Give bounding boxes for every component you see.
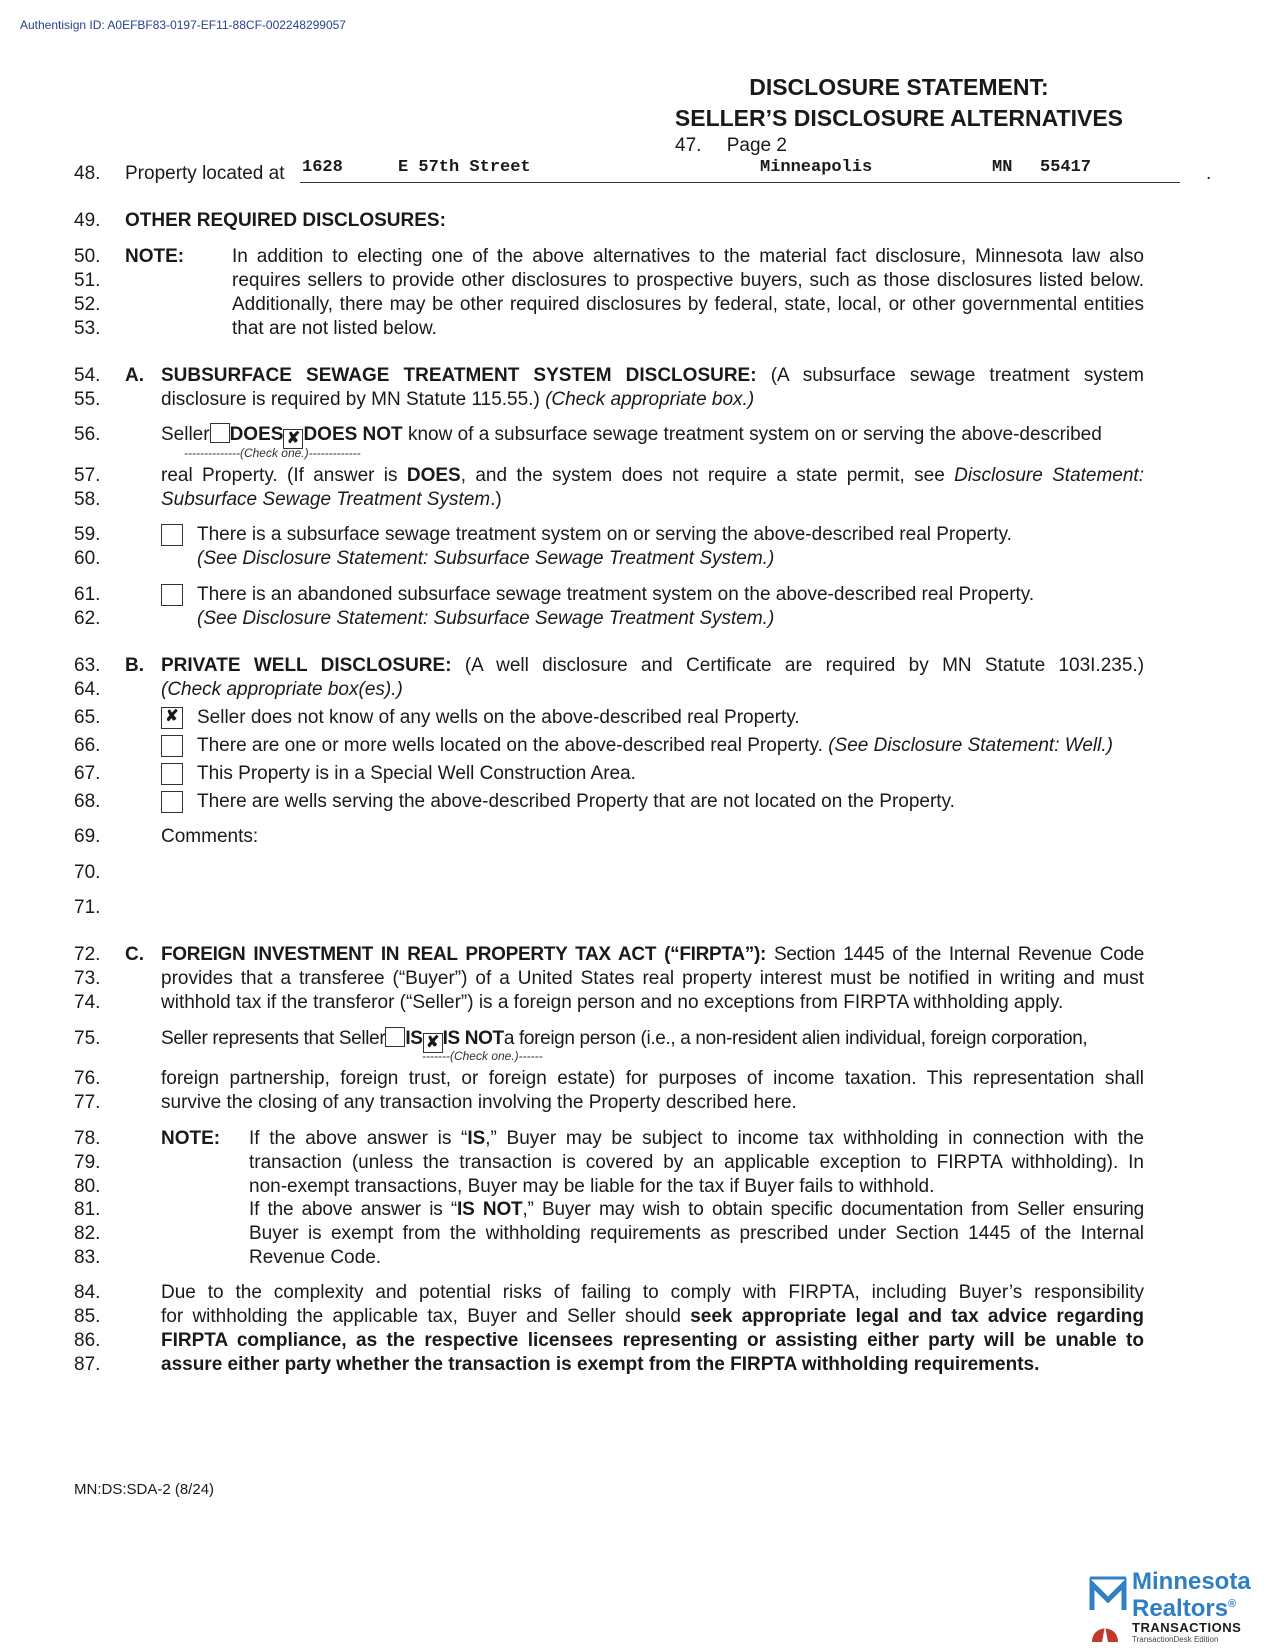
line-number: 50. <box>74 246 101 267</box>
sewage-choice-text: know of a subsurface sewage treatment system on or serving the above-described <box>407 424 1102 445</box>
text: , and the system does not require a state permit, see <box>460 465 945 486</box>
section-letter: B. <box>125 655 144 676</box>
line-number: 66. <box>74 735 101 756</box>
firpta-note-text: Revenue Code. <box>249 1247 382 1268</box>
well-option-1-label: Seller does not know of any wells on the above-described real Property. <box>197 707 800 728</box>
section-a-heading: SUBSURFACE SEWAGE TREATMENT SYSTEM DISCLOSURE: <box>161 365 757 386</box>
line-number: 49. <box>74 210 101 231</box>
note-row <box>74 245 1204 269</box>
line-number: 87. <box>74 1354 101 1375</box>
check-instruction: (Check appropriate box(es).) <box>161 679 403 700</box>
line-number: 77. <box>74 1092 101 1113</box>
advice-emphasis: seek appropriate legal and tax advice regarding <box>690 1306 1144 1327</box>
logo-edition: TransactionDesk Edition <box>1132 1635 1219 1644</box>
logo-realtors <box>1132 1592 1236 1621</box>
is-checkbox[interactable] <box>385 1027 405 1047</box>
property-address-field[interactable] <box>300 156 1180 183</box>
comments-row[interactable] <box>74 896 1204 920</box>
text: ,” Buyer may wish to obtain specific documentation from Seller ensuring <box>522 1199 1144 1220</box>
state: MN <box>992 158 1013 177</box>
section-a-text <box>161 464 1144 488</box>
well-option-3-checkbox[interactable] <box>161 763 183 785</box>
section-a-intro: (A subsurface sewage treatment system <box>770 365 1144 386</box>
line-number: 51. <box>74 270 101 291</box>
line-number: 55. <box>74 389 101 410</box>
firpta-note-text: transaction (unless the transaction is covered by an applicable exception to FIRPTA withholding). In <box>249 1152 1144 1173</box>
well-option-3-label: This Property is in a Special Well Construction Area. <box>197 763 636 784</box>
line-number: 84. <box>74 1282 101 1303</box>
logo-mark-icon <box>1088 1574 1128 1614</box>
firpta-note-row <box>74 1222 1204 1246</box>
sewage-option-2 <box>74 583 1204 607</box>
page-label: Page 2 <box>726 135 787 156</box>
property-label: Property located at <box>125 163 285 184</box>
firpta-note-text: Buyer is exempt from the withholding requirements as prescribed under Section 1445 of the Internal <box>249 1223 1144 1244</box>
well-option-4-label: There are wells serving the above-described Property that are not located on the Property. <box>197 791 955 812</box>
is-not-checkbox[interactable]: ✘ <box>423 1033 443 1053</box>
section-a-text <box>161 388 754 412</box>
page-number <box>675 135 787 157</box>
zip: 55417 <box>1040 158 1092 177</box>
sewage-choice-row <box>74 423 1204 447</box>
note-row <box>74 293 1204 317</box>
line-number: 82. <box>74 1223 101 1244</box>
line-number: 80. <box>74 1176 101 1197</box>
check-one-hint: --------------(Check one.)------------- <box>184 446 361 460</box>
comments-row <box>74 825 1204 849</box>
line-number: 73. <box>74 968 101 989</box>
firpta-advice-row <box>74 1281 1204 1305</box>
well-option-2-checkbox[interactable] <box>161 735 183 757</box>
firpta-choice <box>161 1027 1087 1053</box>
well-option-4-checkbox[interactable] <box>161 791 183 813</box>
firpta-note-row <box>74 1151 1204 1175</box>
line-number: 76. <box>74 1068 101 1089</box>
well-option-3 <box>74 762 1204 786</box>
line-number: 72. <box>74 944 101 965</box>
title-line-2: SELLER’S DISCLOSURE ALTERNATIVES <box>674 105 1123 131</box>
line-number: 56. <box>74 424 101 445</box>
well-reference: (See Disclosure Statement: Well.) <box>828 735 1113 756</box>
note-text: Additionally, there may be other required disclosures by federal, state, local, or other governmental entities <box>232 294 1144 315</box>
line-number: 61. <box>74 584 101 605</box>
line-number: 53. <box>74 318 101 339</box>
text: ,” Buyer may be subject to income tax withholding in connection with the <box>485 1128 1144 1149</box>
text: .) <box>490 489 502 510</box>
seller-label: Seller <box>161 424 210 445</box>
sewage-option-2-checkbox[interactable] <box>161 584 183 606</box>
sewage-option-2-note-row <box>74 607 1204 631</box>
does-emphasis: DOES <box>406 465 461 486</box>
check-instruction: (Check appropriate box.) <box>545 389 755 410</box>
statute-text: disclosure is required by MN Statute 115.55.) <box>161 389 540 410</box>
well-option-1 <box>74 706 1204 730</box>
text: If the above answer is “ <box>249 1199 458 1220</box>
section-b-intro: (A well disclosure and Certificate are required by MN Statute 103I.235.) <box>464 655 1145 676</box>
line-number: 78. <box>74 1128 101 1149</box>
sewage-option-1-note-row <box>74 547 1204 571</box>
line-number: 69. <box>74 826 101 847</box>
line-number: 58. <box>74 489 101 510</box>
firpta-advice-row <box>74 1353 1204 1377</box>
transactions-mark-icon <box>1090 1616 1120 1642</box>
line-number: 60. <box>74 548 101 569</box>
well-option-4 <box>74 790 1204 814</box>
line-number: 79. <box>74 1152 101 1173</box>
other-disclosures-heading-row <box>74 209 1204 233</box>
section-a-text <box>161 488 502 512</box>
line-number: 68. <box>74 791 101 812</box>
line-number: 85. <box>74 1306 101 1327</box>
well-option-2-label <box>197 734 1113 758</box>
firpta-note-row <box>74 1246 1204 1270</box>
firpta-choice-row <box>74 1027 1204 1051</box>
section-b-row <box>74 678 1204 702</box>
firpta-advice-row <box>74 1305 1204 1329</box>
line-number: 52. <box>74 294 101 315</box>
firpta-note-row <box>74 1127 1204 1151</box>
section-c-row <box>74 1091 1204 1115</box>
city: Minneapolis <box>760 158 873 177</box>
line-number: 62. <box>74 608 101 629</box>
line-number: 86. <box>74 1330 101 1351</box>
line-number: 70. <box>74 862 101 883</box>
is-emphasis: IS <box>467 1128 486 1149</box>
text: real Property. (If answer is <box>161 465 398 486</box>
is-not-emphasis: IS NOT <box>457 1199 523 1220</box>
note-label: NOTE: <box>125 246 185 267</box>
is-not-label: IS NOT <box>442 1028 504 1049</box>
registered-mark: ® <box>1228 1598 1237 1610</box>
section-c-text: provides that a transferee (“Buyer”) of a United States real property interest must be notified in writing and must <box>161 968 1144 989</box>
note-row <box>74 317 1204 341</box>
text: If the above answer is “ <box>249 1128 468 1149</box>
line-number: 83. <box>74 1247 101 1268</box>
section-c-text <box>161 943 1144 967</box>
section-a-row <box>74 364 1204 388</box>
note-text: In addition to electing one of the above alternatives to the material fact disclosure, Minnesota law also <box>232 246 1144 267</box>
firpta-note-row <box>74 1175 1204 1199</box>
section-a-text <box>161 364 1144 388</box>
line-number: 64. <box>74 679 101 700</box>
line-number: 57. <box>74 465 101 486</box>
firpta-advice-text: Due to the complexity and potential risks of failing to comply with FIRPTA, including Buyer’s responsibility <box>161 1282 1144 1303</box>
section-c-text: withhold tax if the transferor (“Seller”) is a foreign person and no exceptions from FIRPTA withholding apply. <box>161 992 1064 1013</box>
section-a-row <box>74 464 1204 488</box>
well-option-2 <box>74 734 1204 758</box>
section-c-intro: Section 1445 of the Internal Revenue Code <box>773 944 1145 965</box>
logo-transactions: TRANSACTIONS <box>1132 1620 1242 1635</box>
title-line-1: DISCLOSURE STATEMENT: <box>749 74 1049 100</box>
section-b-row <box>74 654 1204 678</box>
line-number: 63. <box>74 655 101 676</box>
line-number: 75. <box>74 1028 101 1049</box>
comments-row[interactable] <box>74 861 1204 885</box>
note-text: requires sellers to provide other disclosures to prospective buyers, such as those disclosures listed below. <box>232 270 1144 291</box>
section-c-row <box>74 991 1204 1015</box>
firpta-advice-row <box>74 1329 1204 1353</box>
logo-realtors-text: Realtors <box>1132 1595 1229 1622</box>
line-number: 67. <box>74 763 101 784</box>
sewage-option-2-label: There is an abandoned subsurface sewage treatment system on the above-described real Property. <box>197 584 1035 605</box>
firpta-choice-text: a foreign person (i.e., a non-resident alien individual, foreign corporation, <box>503 1028 1088 1049</box>
minnesota-realtors-logo <box>1088 1570 1260 1642</box>
comments-label: Comments: <box>161 826 259 847</box>
reference: Subsurface Sewage Treatment System <box>161 489 491 510</box>
check-one-hint: -------(Check one.)------ <box>422 1049 543 1063</box>
form-code: MN:DS:SDA-2 (8/24) <box>74 1481 215 1498</box>
sewage-option-1 <box>74 523 1204 547</box>
section-a-row <box>74 388 1204 412</box>
well-option-1-checkbox[interactable]: ✘ <box>161 707 183 729</box>
sewage-option-2-note: (See Disclosure Statement: Subsurface Sewage Treatment System.) <box>197 608 775 629</box>
note-label: NOTE: <box>161 1128 221 1149</box>
does-not-label: DOES NOT <box>303 424 403 445</box>
does-checkbox[interactable] <box>210 423 230 443</box>
text: There are one or more wells located on the above-described real Property. <box>197 735 823 756</box>
period: . <box>1206 163 1212 184</box>
line-number: 47. <box>675 135 702 156</box>
firpta-note-text: non-exempt transactions, Buyer may be liable for the tax if Buyer fails to withhold. <box>249 1176 935 1197</box>
sewage-option-1-label: There is a subsurface sewage treatment system on or serving the above-described real Property. <box>197 524 1012 545</box>
section-letter: C. <box>125 944 144 965</box>
street-number: 1628 <box>302 158 343 177</box>
logo-minnesota: Minnesota <box>1132 1568 1251 1595</box>
property-row <box>74 158 1212 186</box>
does-not-checkbox[interactable]: ✘ <box>283 429 303 449</box>
line-number: 74. <box>74 992 101 1013</box>
section-letter: A. <box>125 365 144 386</box>
text: for withholding the applicable tax, Buyer and Seller should <box>161 1306 681 1327</box>
line-number: 65. <box>74 707 101 728</box>
line-number: 48. <box>74 163 101 184</box>
does-label: DOES <box>229 424 284 445</box>
other-disclosures-heading: OTHER REQUIRED DISCLOSURES: <box>125 210 446 231</box>
firpta-advice-text <box>161 1305 1144 1329</box>
note-text: that are not listed below. <box>232 318 437 339</box>
section-b-text <box>161 654 1144 678</box>
section-b-heading: PRIVATE WELL DISCLOSURE: <box>161 655 452 676</box>
section-c-row <box>74 943 1204 967</box>
reference: Disclosure Statement: <box>954 465 1144 486</box>
section-c-row <box>74 1067 1204 1091</box>
is-label: IS <box>405 1028 423 1049</box>
line-number: 54. <box>74 365 101 386</box>
line-number: 71. <box>74 897 101 918</box>
firpta-note-row <box>74 1198 1204 1222</box>
firpta-note-text <box>249 1127 1144 1151</box>
section-c-row <box>74 967 1204 991</box>
section-c-text: foreign partnership, foreign trust, or foreign estate) for purposes of income taxation. This representation shall <box>161 1068 1144 1089</box>
line-number: 59. <box>74 524 101 545</box>
authentisign-id: Authentisign ID: A0EFBF83-0197-EF11-88CF-002248299057 <box>20 18 346 32</box>
section-a-row <box>74 488 1204 512</box>
note-row <box>74 269 1204 293</box>
seller-represents: Seller represents that Seller <box>161 1028 386 1049</box>
sewage-option-1-checkbox[interactable] <box>161 524 183 546</box>
document-title <box>675 72 1123 134</box>
sewage-option-1-note: (See Disclosure Statement: Subsurface Sewage Treatment System.) <box>197 548 775 569</box>
section-c-text: survive the closing of any transaction involving the Property described here. <box>161 1092 797 1113</box>
street-name: E 57th Street <box>398 158 531 177</box>
line-number: 81. <box>74 1199 101 1220</box>
section-c-heading: FOREIGN INVESTMENT IN REAL PROPERTY TAX ACT (“FIRPTA”): <box>161 944 767 965</box>
firpta-note-text <box>249 1198 1144 1222</box>
advice-emphasis: FIRPTA compliance, as the respective licensees representing or assisting either party will be unable to <box>161 1330 1144 1351</box>
advice-emphasis: assure either party whether the transaction is exempt from the FIRPTA withholding requirements. <box>161 1354 1040 1375</box>
